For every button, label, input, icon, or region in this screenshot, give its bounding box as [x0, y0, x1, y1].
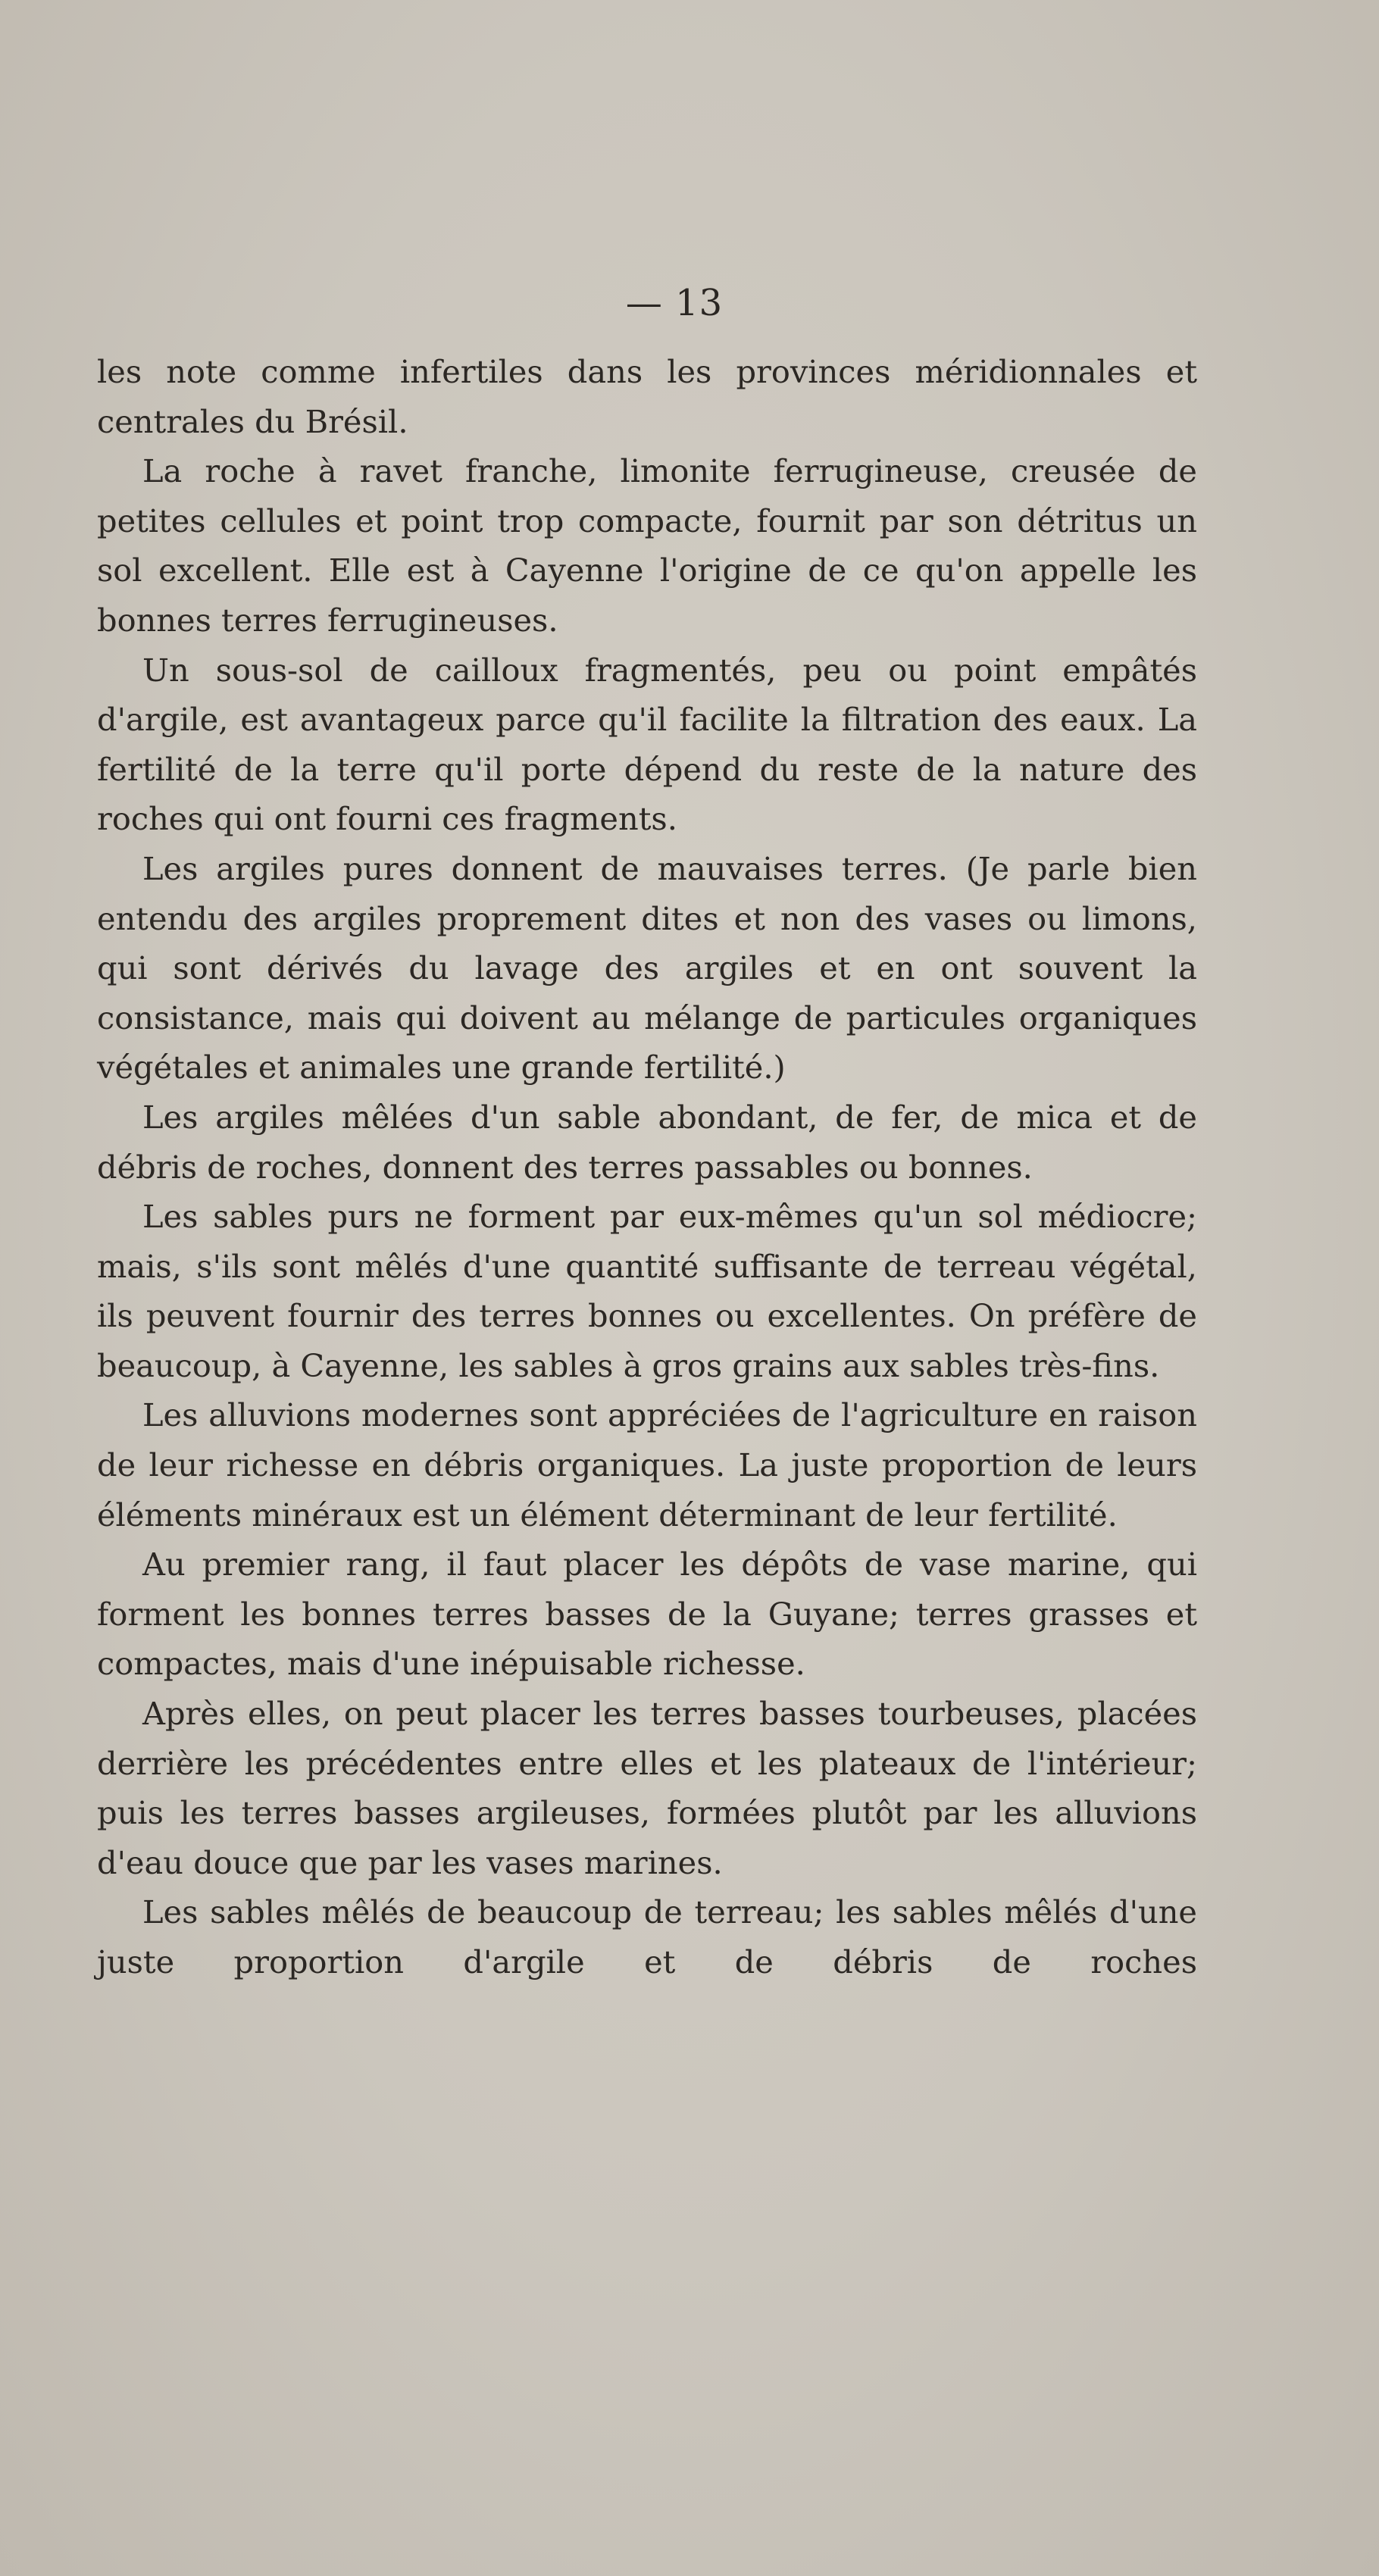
paragraph-sables-meles: Les sables mêlés de beaucoup de terreau; les sables mêlés d'une juste proportion d'argile et de débris de roches — [97, 1893, 1197, 1980]
paragraph-apres-elles: Après elles, on peut placer les terres basses tourbeuses, placées derrière les précédentes entre elles et les plateaux de l'intérieur; puis les terres basses argileuses, formées plutôt par les alluvions d'eau douce que par les vases marines. — [97, 1695, 1197, 1881]
paragraph-argiles-pures: Les argiles pures donnent de mauvaises terres. (Je parle bien entendu des argiles proprement dites et non des vases ou limons, qui sont dérivés du lavage des argiles et en ont souvent la consistance, mais qui doivent au mélange de particules organiques végétales et animales une grande fertilité.) — [97, 849, 1197, 1086]
paragraph-premier-rang: Au premier rang, il faut placer les dépôts de vase marine, qui forment les bonnes terres basses de la Guyane; terres grasses et compactes, mais d'une inépuisable richesse. — [97, 1546, 1197, 1683]
body-text — [97, 347, 1197, 1987]
paragraph-sables-purs: Les sables purs ne forment par eux-mêmes qu'un sol médiocre; mais, s'ils sont mêlés d'une quantité suffisante de terreau végétal, ils peuvent fournir des terres bonnes ou excellentes. On préfère de beaucoup, à Cayenne, les sables à gros grains aux sables très-fins. — [97, 1198, 1197, 1384]
paragraph-alluvions-modernes: Les alluvions modernes sont appréciées de l'agriculture en raison de leur richesse en débris organiques. La juste proportion de leurs éléments minéraux est un élément déterminant de leur fertilité. — [97, 1396, 1197, 1533]
paragraph-roche-a-ravet: La roche à ravet franche, limonite ferrugineuse, creusée de petites cellules et point trop compacte, fournit par son détritus un sol excellent. Elle est à Cayenne l'origine de ce qu'on appelle les bonnes terres ferrugineuses. — [97, 452, 1197, 639]
paragraph-sous-sol-cailloux: Un sous-sol de cailloux fragmentés, peu ou point empâtés d'argile, est avantageux parce qu'il facilite la filtration des eaux. La fertilité de la terre qu'il porte dépend du reste de la nature des roches qui ont fourni ces fragments. — [97, 651, 1197, 838]
paragraph-continued: les note comme infertiles dans les provinces méridionnales et centrales du Brésil. — [97, 353, 1197, 440]
paragraph-argiles-melees: Les argiles mêlées d'un sable abondant, de fer, de mica et de débris de roches, donnent des terres passables ou bonnes. — [97, 1098, 1197, 1186]
page-number: — 13 — [625, 282, 724, 324]
